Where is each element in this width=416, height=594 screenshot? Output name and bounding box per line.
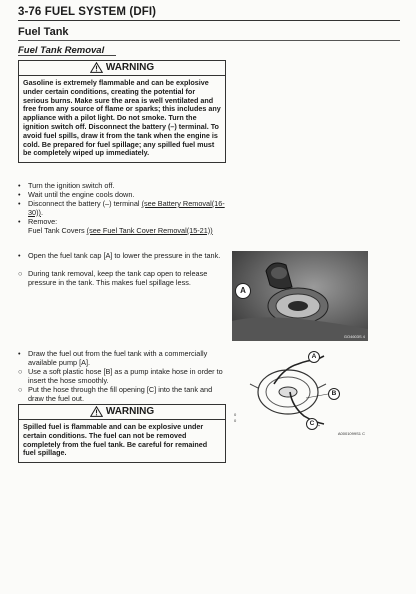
pump-hose-illustration: [232, 348, 368, 438]
step-text: Put the hose through the fill opening [C] into the tank and draw the fuel out.: [28, 385, 213, 403]
page-header: [18, 6, 400, 21]
note-marker: ○: [18, 367, 23, 376]
step-open-cap: [18, 251, 226, 260]
callout-c: C: [306, 418, 318, 430]
step-remove-item: [18, 226, 226, 235]
warning-header: [19, 405, 225, 420]
warning-box: [18, 60, 226, 163]
subsection-title: Fuel Tank Removal: [18, 45, 105, 56]
step-text: Draw the fuel out from the fuel tank with a commercially available pump [A].: [28, 349, 208, 367]
warning-label: WARNING: [105, 406, 155, 417]
callout-a: A: [235, 283, 251, 299]
step-hose-through-opening: [18, 385, 226, 403]
step-text-main: Disconnect the battery (–) terminal: [28, 199, 142, 208]
step-text: Use a soft plastic hose [B] as a pump intake hose in order to insert the hose smoothly.: [28, 367, 223, 385]
warning-box-spilled-fuel: [18, 404, 226, 463]
page-title: 3-76 FUEL SYSTEM (DFI): [18, 6, 157, 18]
step-text-main: Fuel Tank Covers: [28, 226, 87, 235]
step-wait-cool: [18, 190, 226, 199]
battery-removal-link[interactable]: (see Battery Removal(16-30)): [28, 199, 225, 217]
step-text: Turn the ignition switch off.: [28, 181, 115, 190]
figure-code: GO4603S 4: [343, 334, 365, 339]
step-soft-hose: [18, 367, 226, 385]
bullet-marker: •: [18, 190, 21, 199]
bullet-marker: •: [18, 181, 21, 190]
warning-text: Gasoline is extremely flammable and can be explosive under certain conditions, creating the potential for serious burns. Make sure the area is well ventilated and free from any source of flame or sparks; this includes any appliance with a pilot light. Do not smoke. Turn the ignition switch off. Disconnect the battery (–) terminal. To avoid fuel spills, draw it from the tank when the engine is cold. Be prepared for fuel spillage; any spilled fuel must be completely wiped up immediately.: [23, 78, 221, 158]
fuel-tank-cap-photo: [232, 251, 368, 341]
callout-b: B: [328, 388, 340, 400]
step-text: Remove:: [28, 217, 58, 226]
step-keep-cap-open: [18, 269, 226, 287]
indent-spacer: [18, 226, 28, 235]
bullet-marker: •: [18, 217, 21, 226]
step-text: Wait until the engine cools down.: [28, 190, 135, 199]
svg-text:0: 0: [234, 418, 237, 423]
fuel-tank-cover-removal-link[interactable]: (see Fuel Tank Cover Removal(15-21)): [86, 226, 213, 235]
step-text: Open the fuel tank cap [A] to lower the pressure in the tank.: [28, 251, 221, 260]
fuel-pump-hose-diagram: [232, 348, 368, 438]
note-marker: ○: [18, 269, 23, 278]
step-text: During tank removal, keep the tank cap open to release pressure in the tank. This makes fuel spillage less.: [28, 269, 208, 287]
fuel-tank-photo-illustration: [232, 251, 368, 341]
figure-code: A0001099S1 C: [337, 431, 365, 436]
note-marker: ○: [18, 385, 23, 394]
warning-triangle-icon: [90, 406, 103, 417]
bullet-marker: •: [18, 251, 21, 260]
step-text: [28, 226, 226, 235]
section-title: Fuel Tank: [18, 26, 69, 38]
step-remove: [18, 217, 226, 226]
section-divider: [18, 40, 400, 41]
step-text-tail: .: [40, 208, 44, 217]
step-disconnect-battery: [18, 199, 226, 217]
bullet-marker: •: [18, 199, 21, 208]
warning-triangle-icon: [90, 62, 103, 73]
warning-label: WARNING: [105, 62, 155, 73]
callout-a: A: [308, 351, 320, 363]
step-draw-fuel: [18, 349, 226, 367]
bullet-marker: •: [18, 349, 21, 358]
svg-text:0: 0: [234, 412, 237, 417]
warning-text: Spilled fuel is flammable and can be explosive under certain conditions. The fuel can not be removed completely from the fuel tank. Be careful for remained fuel spillage.: [23, 422, 208, 458]
step-ignition-off: [18, 181, 226, 190]
subsection-underline: [18, 55, 116, 56]
warning-header: [19, 61, 225, 76]
step-text: [28, 199, 226, 217]
